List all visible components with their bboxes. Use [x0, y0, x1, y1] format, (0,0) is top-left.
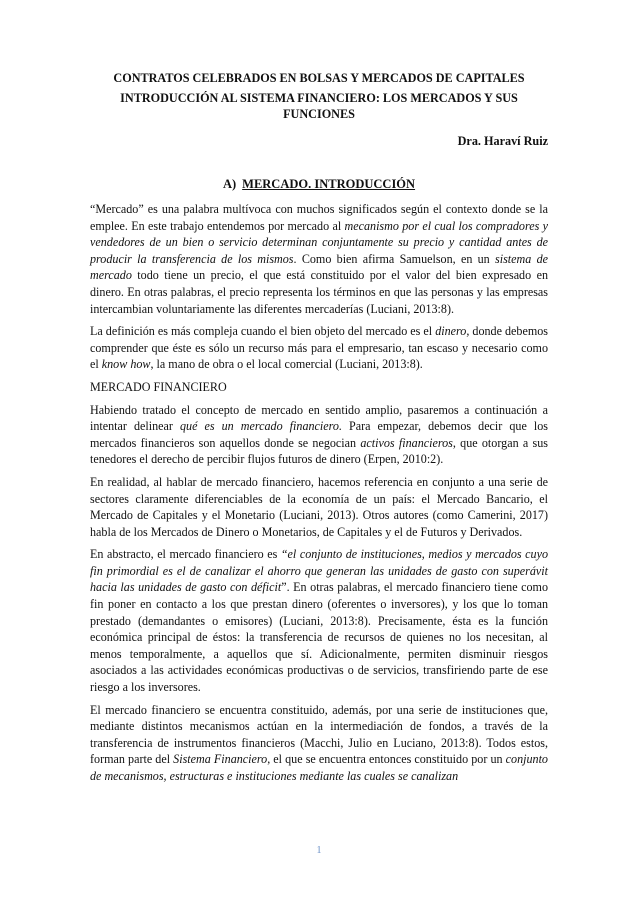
- text-run: En realidad, al hablar de mercado financiero, hacemos referencia en conjunto a una serie de sectores claramente diferenciables de la economía de un país: el Mercado Bancario, el Mercado de Capitales y el Monetario (Luciani, 2013). Otros autores (como Camerini, 2017) habla de los Mercados de Dinero o Monetarios, de Capitales y el de Futuros y Derivados.: [90, 474, 548, 539]
- text-run: “Mercado” es una palabra multívoca con muchos significados según el contexto donde se la emplee. En este trabajo entendemos por mercado al: [90, 202, 548, 233]
- text-run: ”. En otras palabras, el mercado financiero tiene como fin poner en contacto a los que prestan dinero (oferentes o inversores), y los que lo toman prestado (demandantes o emisores) (Luciani, 2013:8). Precisamente, ésta es la función económica principal de éstos: la transferencia de recursos de quienes no los necesitan, al menos temporalmente, a aquellos que sí. Adicionalmente, permiten disminuir riesgos asociados a las actividades económicas productivas o de servicios, transfiriendo parte de ese riesgo a los inversores.: [90, 580, 548, 695]
- paragraph: [90, 546, 548, 695]
- subheading: MERCADO FINANCIERO: [90, 379, 227, 394]
- text-run: , que otorgan a sus tenedores el derecho de percibir flujos futuros de dinero (Erpen, 2010:2).: [90, 435, 548, 467]
- body-text: [90, 201, 548, 785]
- text-run: donde debemos comprender que éste es sólo un recurso más para el empresario, tan escaso y necesario como el: [90, 324, 548, 372]
- paragraph: [90, 379, 548, 396]
- section-title: MERCADO. INTRODUCCIÓN: [242, 177, 416, 191]
- paragraph: [90, 702, 548, 785]
- italic-run: qué es un mercado financiero.: [179, 419, 342, 434]
- paragraph: [90, 402, 548, 468]
- italic-run: conjunto de mecanismos, estructuras e instituciones mediante las cuales se canalizan: [90, 752, 548, 783]
- text-run: La definición es más compleja cuando el bien objeto del mercado es el: [90, 324, 436, 339]
- italic-run: know how: [101, 357, 151, 372]
- text-run: , el que se encuentra entonces constituido por un: [267, 752, 506, 767]
- italic-run: dinero,: [435, 324, 470, 339]
- italic-run: sistema de mercado: [90, 251, 548, 283]
- paragraph: [90, 474, 548, 540]
- document-subtitle: INTRODUCCIÓN AL SISTEMA FINANCIERO: LOS MERCADOS Y SUS FUNCIONES: [120, 91, 518, 121]
- text-run: El mercado financiero se encuentra constituido, además, por una serie de instituciones que, mediante distintos mecanismos actúan en la intermediación de fondos, a través de la transferencia de instrumentos financieros (Macchi, Julio en Luciano, 2013:8). Todos estos, forman parte del: [90, 702, 548, 767]
- text-run: Habiendo tratado el concepto de mercado en sentido amplio, pasaremos a continuación a intentar delinear: [90, 402, 548, 434]
- text-run: Para empezar, debemos decir que los mercados financieros son aquellos donde se negocian: [90, 419, 548, 450]
- author: Dra. Haraví Ruiz: [457, 134, 548, 148]
- text-run: todo tiene un precio, el que está constituido por el valor del bien expresado en dinero. En otras palabras, el precio representa los términos en que las personas y las empresas intercambian voluntariamente las diferentes mercaderías (Luciani, 2013:8).: [90, 268, 548, 316]
- text-run: En abstracto, el mercado financiero es: [90, 547, 281, 562]
- paragraph: [90, 201, 548, 317]
- document-page: [90, 70, 548, 791]
- italic-run: activos financieros: [360, 435, 453, 450]
- section-letter: A): [222, 177, 237, 191]
- italic-run: mecanismo por el cual los compradores y vendedores de un bien o servicio determinan conjuntamente su precio y cantidad antes de producir la transferencia de los mismos: [90, 218, 548, 266]
- text-run: , la mano de obra o el local comercial (Luciani, 2013:8).: [150, 357, 423, 372]
- text-run: . Como bien afirma Samuelson, en un: [293, 251, 496, 266]
- italic-run: Sistema Financiero: [173, 752, 268, 767]
- page-number: 1: [316, 845, 322, 856]
- italic-run: “el conjunto de instituciones, medios y mercados cuyo fin primordial es el de canalizar el ahorro que generan las unidades de gasto con superávit hacia las unidades de gasto con déficit: [90, 547, 549, 595]
- document-title: CONTRATOS CELEBRADOS EN BOLSAS Y MERCADOS DE CAPITALES: [113, 71, 525, 85]
- section-heading: [90, 176, 548, 193]
- paragraph: [90, 323, 548, 373]
